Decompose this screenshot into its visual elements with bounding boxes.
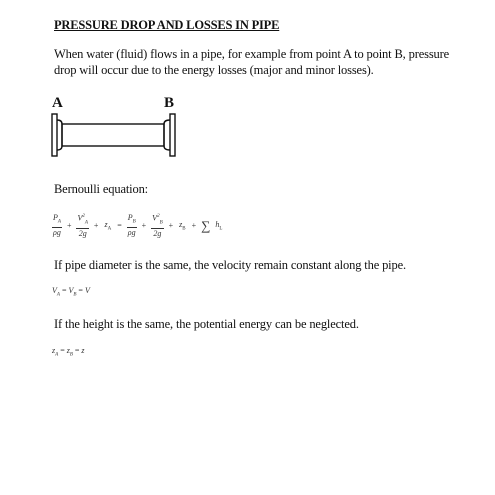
right-flange-neck xyxy=(164,120,170,150)
elevation-b: $z_B$ xyxy=(179,219,186,232)
point-a-label: A xyxy=(52,95,63,111)
height-equation: $z_A = z_B = z$ xyxy=(52,346,85,358)
bernoulli-heading: Bernoulli equation: xyxy=(54,182,149,196)
document-title: PRESSURE DROP AND LOSSES IN PIPE xyxy=(54,18,280,32)
left-flange-neck xyxy=(57,120,62,150)
sum-symbol: ∑ xyxy=(201,217,211,233)
intro-paragraph: When water (fluid) flows in a pipe, for example from point A to point B, pressure drop will occur due to the energy losses (major and minor losses). xyxy=(54,47,450,77)
left-flange xyxy=(52,114,57,156)
pressure-head-a: $\frac{P_A}{\rho g}$ xyxy=(53,212,61,238)
velocity-equation: $V_A = V_B = V$ xyxy=(52,286,90,298)
same-diameter-text: If pipe diameter is the same, the velocity remain constant along the pipe. xyxy=(54,258,406,272)
bernoulli-equation: $\frac{P_A}{\rho g}$ + $\frac{V^2_A}{2g}$ + $z_A$ = $\frac{P_B}{\rho g}$ + $\frac{V^2_B}{2g}$ + $z_B$ + ∑ $h_L$ xyxy=(53,212,223,239)
head-loss: $h_L$ xyxy=(215,219,223,232)
elevation-a: $z_A$ xyxy=(104,219,112,232)
pipe-body xyxy=(62,124,164,146)
velocity-head-b: $\frac{V^2_B}{2g}$ xyxy=(152,213,163,239)
pipe-diagram xyxy=(50,110,180,160)
point-b-label: B xyxy=(164,95,175,111)
velocity-head-a: $\frac{V^2_A}{2g}$ xyxy=(77,213,88,239)
right-flange xyxy=(170,114,175,156)
pressure-head-b: $\frac{P_B}{\rho g}$ xyxy=(127,212,136,238)
same-height-text: If the height is the same, the potential energy can be neglected. xyxy=(54,317,359,331)
